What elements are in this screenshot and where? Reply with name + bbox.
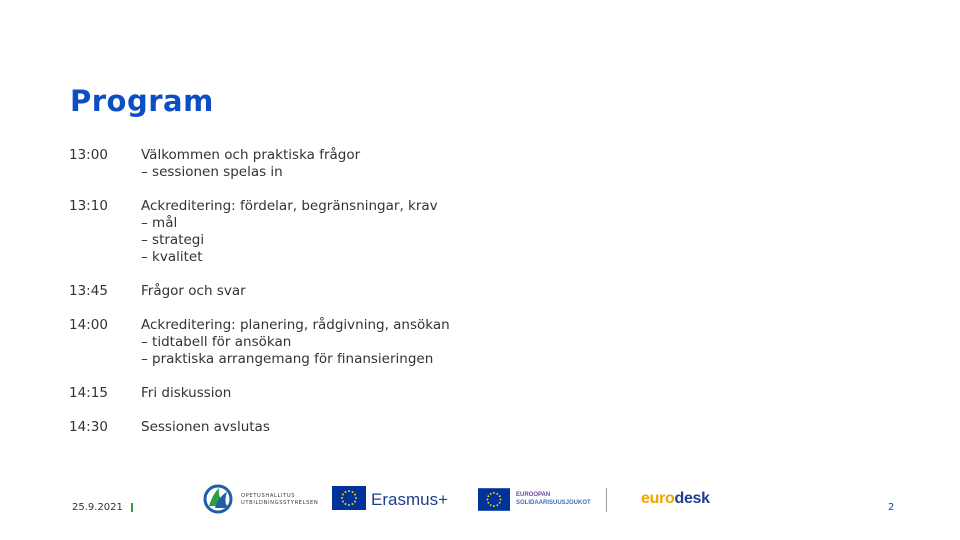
agenda-time: 14:00	[69, 317, 108, 333]
agenda-time: 14:30	[69, 419, 108, 435]
oph-name-finnish: OPETUSHALLITUS	[241, 493, 296, 499]
agenda-row	[69, 317, 629, 368]
agenda-row	[69, 419, 629, 436]
eu-flag-icon	[332, 486, 366, 510]
slide-title: Program	[70, 84, 214, 118]
agenda-list	[69, 147, 629, 453]
eurodesk-wordmark-part2: desk	[674, 490, 710, 507]
eurodesk-wordmark-part1: euro	[641, 490, 675, 507]
agenda-time: 13:10	[69, 198, 108, 214]
solidarity-corps-logo	[478, 488, 613, 514]
agenda-line: Fri diskussion	[141, 385, 232, 401]
agenda-description	[141, 317, 629, 368]
agenda-row	[69, 385, 629, 402]
agenda-row	[69, 147, 629, 181]
oph-emblem-icon	[203, 484, 237, 514]
page-number: 2	[888, 502, 895, 513]
footer-date: 25.9.2021	[72, 502, 123, 513]
agenda-line: Frågor och svar	[141, 283, 246, 299]
erasmus-plus-logo	[332, 486, 452, 514]
agenda-line: Ackreditering: planering, rådgivning, ansökan	[141, 317, 450, 333]
agenda-row	[69, 283, 629, 300]
agenda-subline: – sessionen spelas in	[141, 164, 283, 180]
agenda-description	[141, 147, 629, 181]
agenda-row	[69, 198, 629, 266]
footer-accent-bar	[131, 503, 133, 512]
agenda-description	[141, 283, 629, 300]
eu-flag-icon	[478, 488, 510, 511]
agenda-description	[141, 385, 629, 402]
oph-name-swedish: UTBILDNINGSSTYRELSEN	[241, 500, 319, 506]
logo-divider	[606, 488, 607, 512]
agenda-subline: – strategi	[141, 232, 205, 248]
eurodesk-logo	[641, 490, 710, 508]
agenda-subline: – tidtabell för ansökan	[141, 334, 292, 350]
oph-logo	[203, 484, 319, 514]
agenda-line: Ackreditering: fördelar, begränsningar, krav	[141, 198, 438, 214]
agenda-time: 13:00	[69, 147, 108, 163]
agenda-line: Sessionen avslutas	[141, 419, 270, 435]
erasmus-wordmark: Erasmus+	[371, 490, 448, 509]
agenda-description	[141, 419, 629, 436]
agenda-line: Välkommen och praktiska frågor	[141, 147, 361, 163]
esc-name-line2: SOLIDAARISUUSJOUKOT	[516, 500, 591, 506]
agenda-time: 14:15	[69, 385, 108, 401]
agenda-time: 13:45	[69, 283, 108, 299]
agenda-subline: – kvalitet	[141, 249, 203, 265]
esc-name-line1: EUROOPAN	[516, 492, 551, 498]
agenda-subline: – praktiska arrangemang för finansieringen	[141, 351, 434, 367]
agenda-description	[141, 198, 629, 266]
agenda-subline: – mål	[141, 215, 178, 231]
